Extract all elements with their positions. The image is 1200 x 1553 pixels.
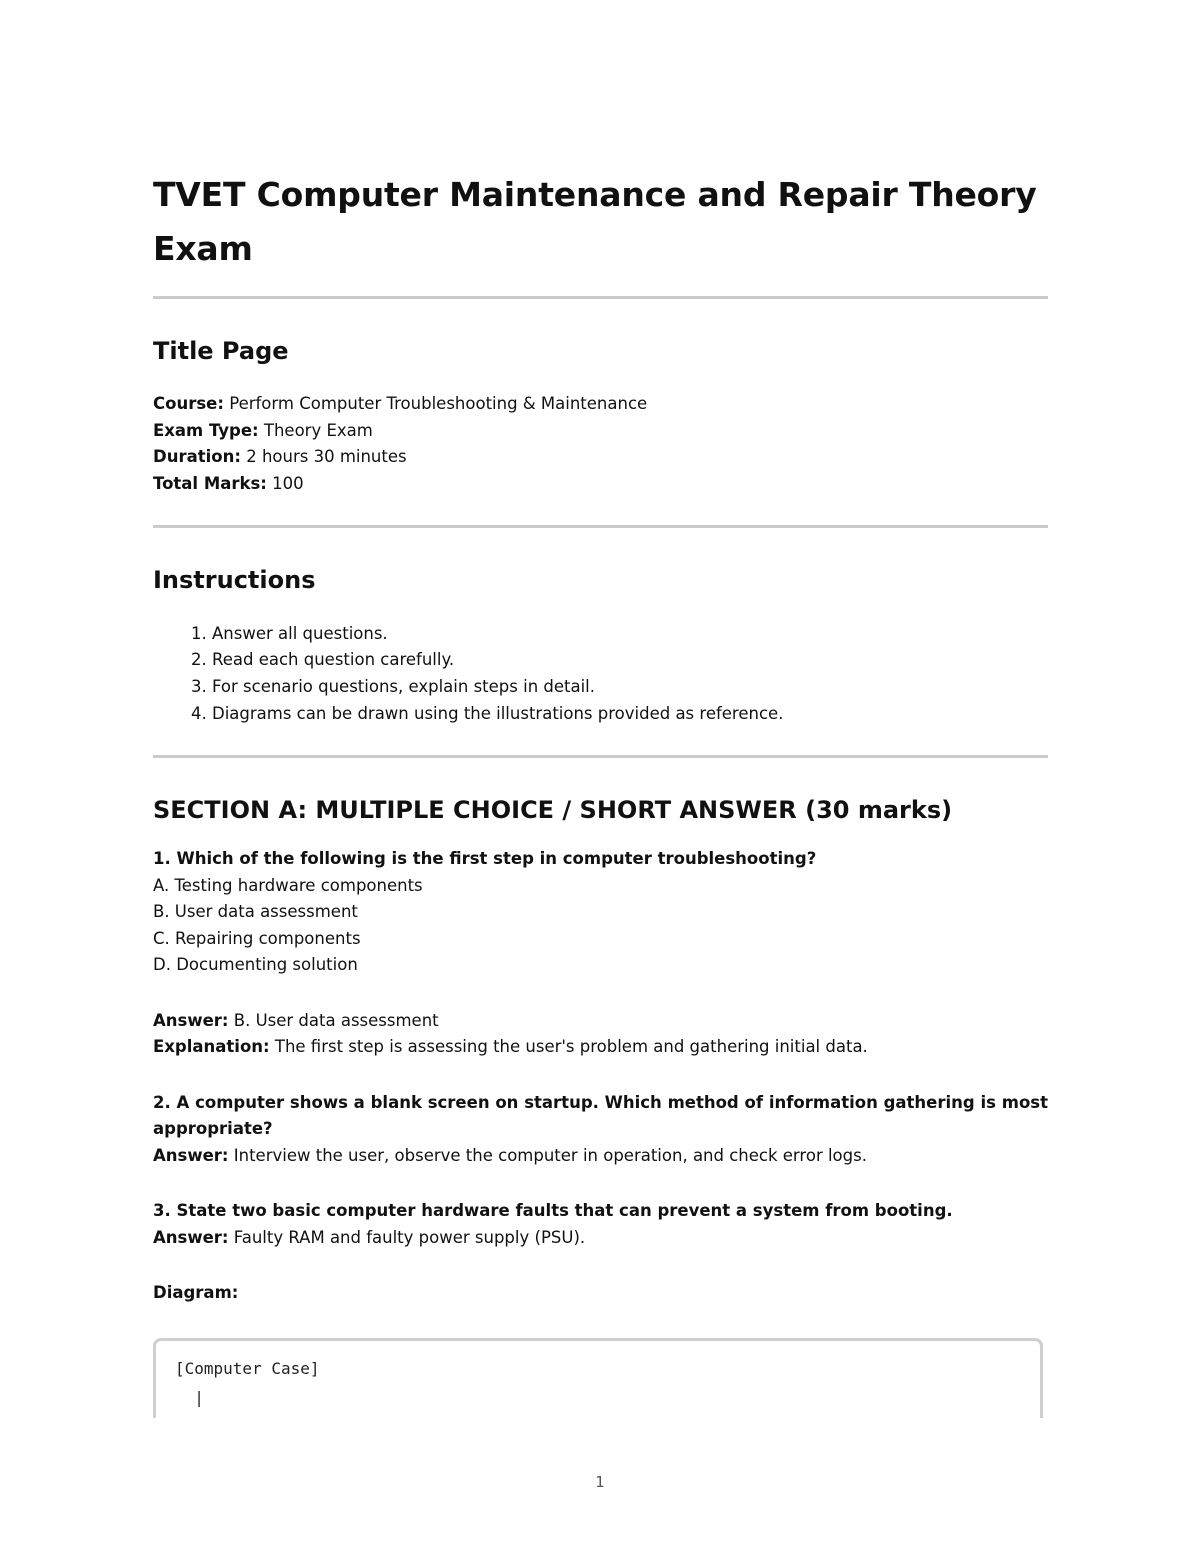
question-1 <box>153 846 1048 1061</box>
question-text: 2. A computer shows a blank screen on startup. Which method of information gathering is most appropriate? <box>153 1092 1048 1139</box>
title-page-fields <box>153 391 1048 498</box>
diagram-code-block <box>153 1338 1043 1418</box>
option-a: A. Testing hardware components <box>153 875 423 895</box>
divider <box>153 755 1048 758</box>
answer: Answer: Faulty RAM and faulty power supply (PSU). <box>153 1227 586 1247</box>
section-a-heading: SECTION A: MULTIPLE CHOICE / SHORT ANSWER (30 marks) <box>153 796 953 825</box>
title-page-heading: Title Page <box>153 337 289 365</box>
explanation: Explanation: The first step is assessing the user's problem and gathering initial data. <box>153 1037 868 1057</box>
list-item: 3. For scenario questions, explain steps in detail. <box>212 674 1048 701</box>
option-c: C. Repairing components <box>153 928 361 948</box>
question-2 <box>153 1090 1048 1170</box>
question-text: 1. Which of the following is the first step in computer troubleshooting? <box>153 849 817 869</box>
document-title: TVET Computer Maintenance and Repair Theory Exam <box>153 175 1037 268</box>
field-course: Course: Perform Computer Troubleshooting & Maintenance <box>153 394 648 413</box>
diagram-line: [Computer Case] <box>175 1359 320 1378</box>
page-number: 1 <box>595 1473 605 1491</box>
question-text: 3. State two basic computer hardware faults that can prevent a system from booting. <box>153 1201 953 1221</box>
divider <box>153 296 1048 299</box>
divider <box>153 525 1048 528</box>
field-duration: Duration: 2 hours 30 minutes <box>153 447 407 467</box>
field-exam-type: Exam Type: Theory Exam <box>153 420 373 440</box>
instructions-heading: Instructions <box>153 565 316 594</box>
list-item: 4. Diagrams can be drawn using the illustrations provided as reference. <box>212 701 1048 728</box>
answer: Answer: Interview the user, observe the computer in operation, and check error logs. <box>153 1145 867 1165</box>
question-3 <box>153 1198 1048 1307</box>
list-item: 1. Answer all questions. <box>212 621 1048 648</box>
field-total-marks: Total Marks: 100 <box>153 474 304 494</box>
diagram-line: | <box>175 1388 204 1407</box>
diagram-label: Diagram: <box>153 1283 239 1303</box>
list-item: 2. Read each question carefully. <box>212 647 1048 674</box>
option-d: D. Documenting solution <box>153 955 358 975</box>
answer: Answer: B. User data assessment <box>153 1010 439 1030</box>
document-content <box>153 168 1048 1307</box>
instructions-list <box>153 621 1048 727</box>
option-b: B. User data assessment <box>153 902 358 922</box>
